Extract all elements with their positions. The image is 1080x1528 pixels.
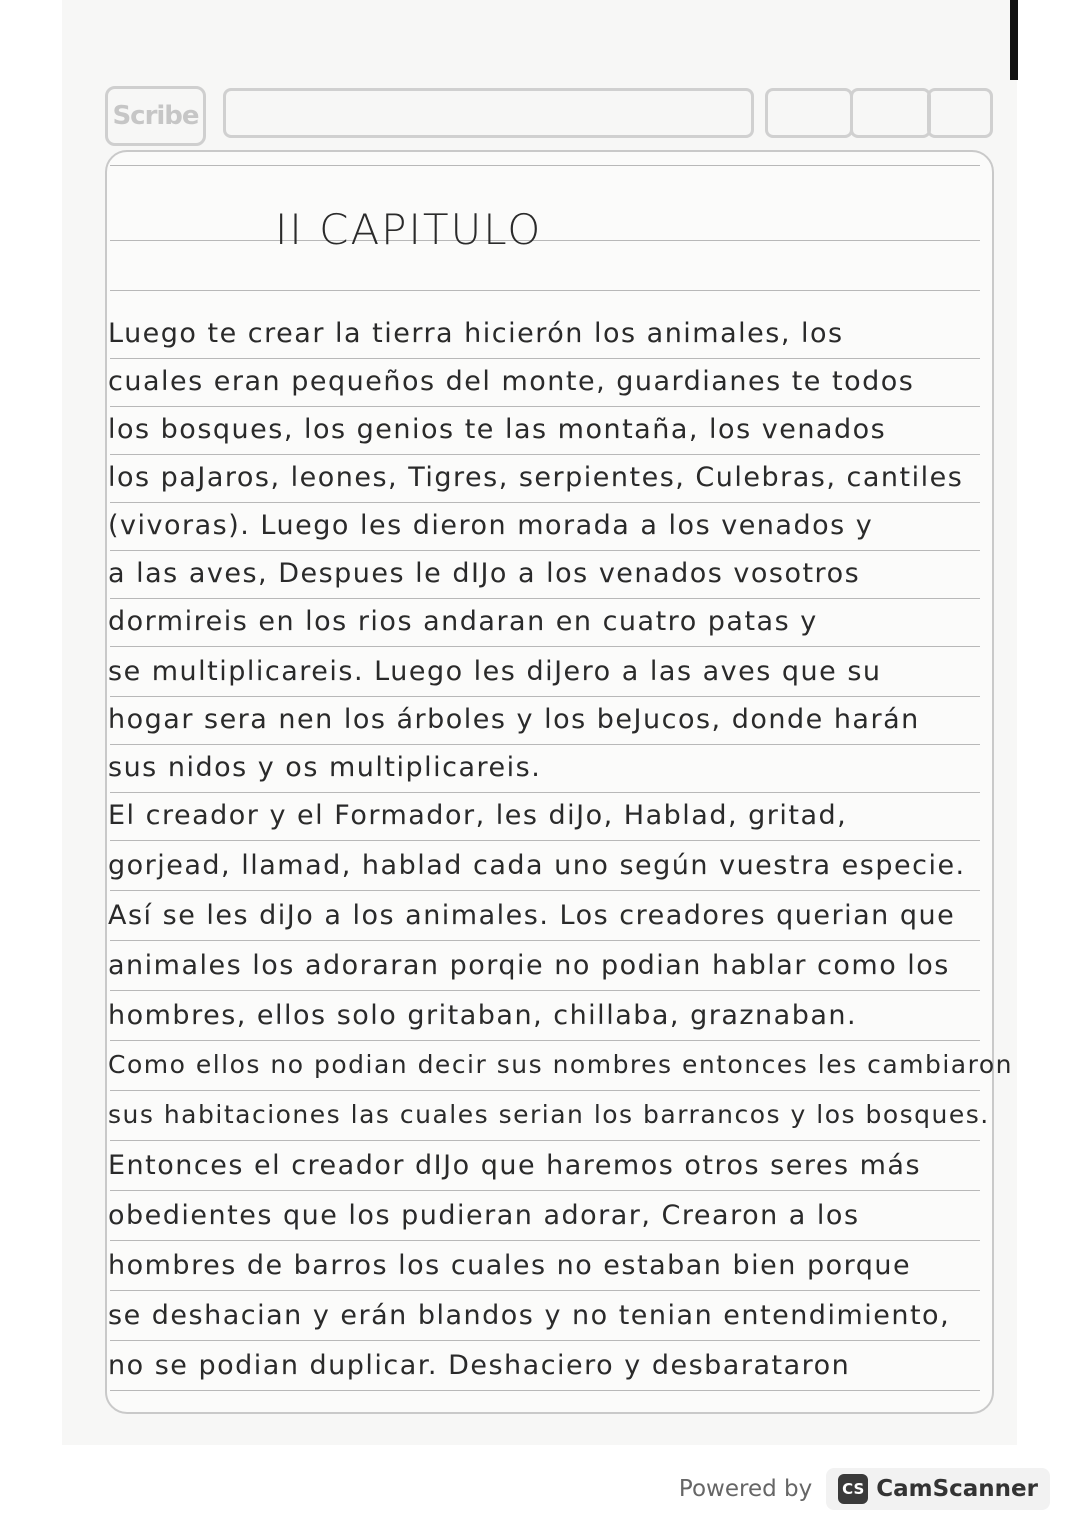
text-line: obedientes que los pudieran adorar, Crearon a los (108, 1200, 860, 1231)
text-line: Como ellos no podian decir sus nombres entonces les cambiaron (108, 1050, 1014, 1079)
ruled-line (110, 990, 980, 991)
text-line: El creador y el Formador, les diJo, Hablad, gritad, (108, 800, 848, 831)
ruled-line (110, 454, 980, 455)
ruled-line (110, 290, 980, 291)
header-date-box (765, 88, 853, 138)
ruled-line (110, 940, 980, 941)
ruled-line (110, 1040, 980, 1041)
chapter-title: II CAPITULO (275, 205, 543, 254)
ruled-line (110, 502, 980, 503)
text-line: (vivoras). Luego les dieron morada a los venados y (108, 510, 874, 541)
notebook-header (105, 82, 990, 146)
text-line: dormireis en los rios andaran en cuatro patas y (108, 606, 818, 637)
ruled-line (110, 744, 980, 745)
camscanner-logo-icon: CS (838, 1474, 868, 1504)
ruled-line (110, 240, 980, 241)
header-date-box (850, 88, 931, 138)
text-line: Luego te crear la tierra hicierón los animales, los (108, 318, 844, 349)
text-line: sus habitaciones las cuales serian los barrancos y los bosques. (108, 1100, 990, 1129)
ruled-line (110, 840, 980, 841)
ruled-line (110, 1290, 980, 1291)
ruled-line (110, 1390, 980, 1391)
text-line: hombres, ellos solo gritaban, chillaba, graznaban. (108, 1000, 858, 1031)
text-line: a las aves, Despues le dIJo a los venados vosotros (108, 558, 861, 589)
ruled-line (110, 890, 980, 891)
text-line: no se podian duplicar. Deshaciero y desbarataron (108, 1350, 851, 1381)
text-line: se multiplicareis. Luego les diJero a las aves que su (108, 656, 882, 687)
ruled-line (110, 646, 980, 647)
text-line: hogar sera nen los árboles y los beJucos, donde harán (108, 704, 920, 735)
ruled-line (110, 792, 980, 793)
ruled-line (110, 165, 980, 166)
camscanner-watermark (679, 1468, 1050, 1510)
text-line: animales los adoraran porqie no podian hablar como los (108, 950, 950, 981)
ruled-line (110, 550, 980, 551)
ruled-line (110, 1190, 980, 1191)
text-line: se deshacian y erán blandos y no tenian entendimiento, (108, 1300, 951, 1331)
text-line: cuales eran pequeños del monte, guardianes te todos (108, 366, 915, 397)
ruled-line (110, 406, 980, 407)
text-line: gorjead, llamad, hablad cada uno según vuestra especie. (108, 850, 966, 881)
header-date-box (927, 88, 993, 138)
text-line: sus nidos y os multiplicareis. (108, 752, 542, 783)
camscanner-name: CamScanner (876, 1476, 1038, 1502)
header-name-box (223, 88, 754, 138)
ruled-line (110, 598, 980, 599)
scribe-logo: Scribe (105, 86, 206, 146)
ruled-line (110, 1140, 980, 1141)
text-line: los paJaros, leones, Tigres, serpientes, Culebras, cantiles (108, 462, 964, 493)
ruled-line (110, 1240, 980, 1241)
ruled-line (110, 696, 980, 697)
ruled-line (110, 1090, 980, 1091)
page-edge-shadow (1010, 0, 1018, 80)
camscanner-badge (826, 1468, 1050, 1510)
powered-by-label: Powered by (678, 1476, 813, 1502)
text-line: hombres de barros los cuales no estaban bien porque (108, 1250, 912, 1281)
ruled-line (110, 358, 980, 359)
text-line: Así se les diJo a los animales. Los creadores querian que (108, 900, 956, 931)
text-line: los bosques, los genios te las montaña, los venados (108, 414, 887, 445)
text-line: Entonces el creador dIJo que haremos otros seres más (108, 1150, 922, 1181)
ruled-line (110, 1340, 980, 1341)
